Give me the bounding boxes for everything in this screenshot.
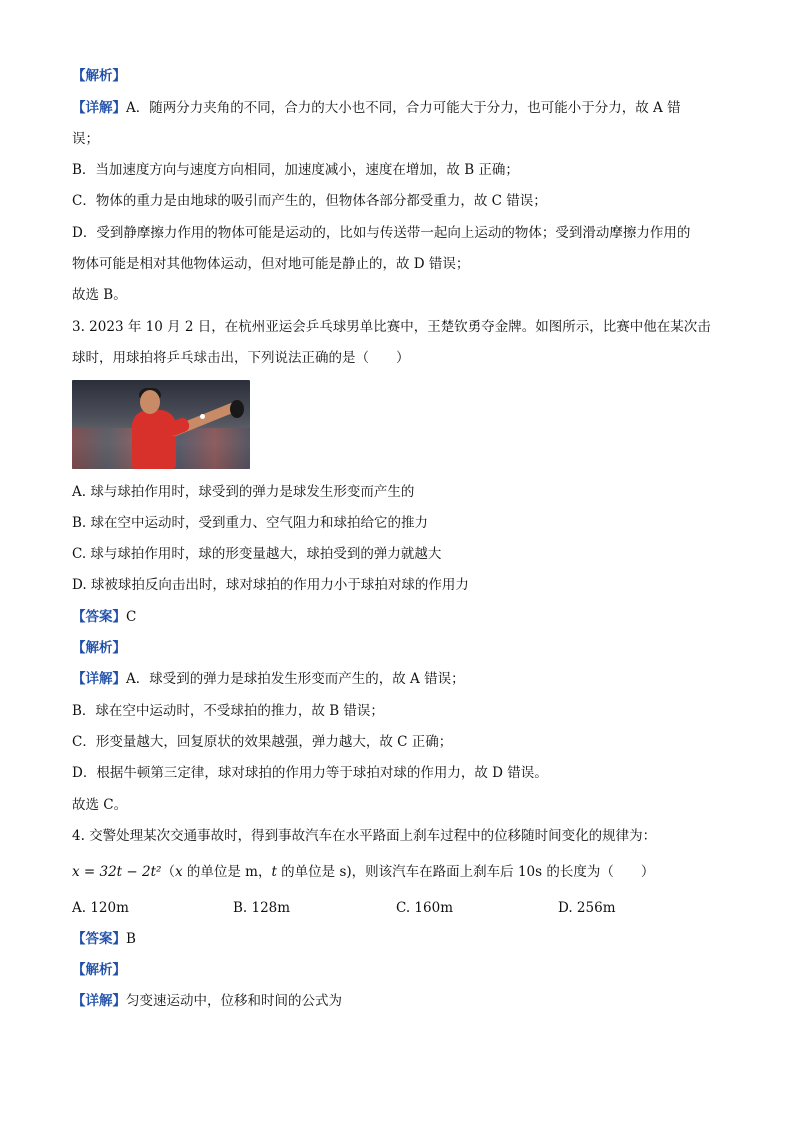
option-a: [72, 482, 414, 502]
detail-line: [72, 160, 519, 180]
option-d-text: D. 256m: [558, 900, 616, 916]
option-c-text: C. 160m: [396, 900, 453, 916]
analysis-heading: [72, 960, 126, 980]
detail-text: 故选 B。: [72, 287, 127, 303]
answer-tag: 【答案】: [72, 609, 126, 625]
detail-line: [72, 763, 548, 783]
conclusion-line: [72, 795, 127, 815]
option-d: [558, 898, 616, 918]
analysis-heading: [72, 638, 126, 658]
detail-line: [72, 701, 384, 721]
photo-paddle: [230, 400, 244, 418]
option-a: [72, 898, 129, 918]
detail-line: [72, 223, 690, 243]
conclusion-line: [72, 285, 127, 305]
option-a-text: A. 球与球拍作用时，球受到的弹力是球发生形变而产生的: [72, 484, 415, 500]
analysis-heading: [72, 66, 126, 86]
detail-line: [72, 191, 547, 211]
analysis-tag: 【解析】: [72, 68, 126, 84]
question-4-stem: [72, 862, 654, 882]
variable-x: x: [174, 864, 183, 880]
option-b: [233, 898, 290, 918]
question-4-stem-text: 的单位是 s)，则该汽车在路面上刹车后 10s 的长度为（ ）: [276, 864, 655, 880]
answer-value: C: [126, 609, 137, 625]
photo-player-jersey: [132, 410, 176, 469]
detail-tag: 【详解】: [72, 993, 126, 1009]
photo-player-head: [140, 390, 160, 414]
question-4-stem: [72, 826, 656, 846]
answer-line: [72, 607, 136, 627]
variable-t: t: [271, 864, 277, 880]
option-a-text: A. 120m: [72, 900, 129, 916]
detail-line: [72, 732, 452, 752]
detail-text: B．当加速度方向与速度方向相同，加速度减小，速度在增加，故 B 正确；: [72, 162, 519, 178]
option-c-text: C. 球与球拍作用时，球的形变量越大，球拍受到的弹力就越大: [72, 546, 442, 562]
detail-text: C．物体的重力是由地球的吸引而产生的，但物体各部分都受重力，故 C 错误；: [72, 193, 547, 209]
detail-tag: 【详解】: [72, 100, 126, 116]
question-4-stem-text: （: [161, 864, 175, 880]
question-3-stem: [72, 348, 410, 368]
question-3-stem-line-1: 3. 2023 年 10 月 2 日，在杭州亚运会乒乓球男单比赛中，王楚钦勇夺金牌。如图所示，比赛中他在某次击: [72, 319, 711, 335]
analysis-tag: 【解析】: [72, 962, 126, 978]
detail-line: [72, 98, 681, 118]
option-d: [72, 575, 469, 595]
detail-line: [72, 669, 465, 689]
question-3-stem-line-2: 球时，用球拍将乒乓球击出，下列说法正确的是（ ）: [72, 350, 410, 366]
formula: x = 32t − 2t²: [72, 864, 162, 880]
detail-text: A．随两分力夹角的不同，合力的大小也不同，合力可能大于分力，也可能小于分力，故 A 错: [126, 100, 681, 116]
option-c: [396, 898, 453, 918]
answer-value: B: [126, 931, 136, 947]
question-4-stem-text: 的单位是 m，: [182, 864, 272, 880]
detail-text: D．受到静摩擦力作用的物体可能是运动的，比如与传送带一起向上运动的物体；受到滑动摩擦力作用的: [72, 225, 691, 241]
option-b-text: B. 128m: [233, 900, 291, 916]
option-b: [72, 513, 428, 533]
detail-line: [72, 254, 469, 274]
question-3-stem: [72, 317, 711, 337]
detail-text: 匀变速运动中，位移和时间的公式为: [126, 993, 342, 1009]
option-d-text: D. 球被球拍反向击出时，球对球拍的作用力小于球拍对球的作用力: [72, 577, 469, 593]
table-tennis-photo: [72, 380, 250, 469]
option-c: [72, 544, 441, 564]
detail-text: C．形变量越大，回复原状的效果越强，弹力越大，故 C 正确；: [72, 734, 453, 750]
detail-text: D．根据牛顿第三定律，球对球拍的作用力等于球拍对球的作用力，故 D 错误。: [72, 765, 548, 781]
detail-text: 故选 C。: [72, 797, 128, 813]
photo-ball: [200, 414, 205, 419]
analysis-tag: 【解析】: [72, 640, 126, 656]
detail-line: [72, 129, 99, 149]
detail-line: [72, 991, 342, 1011]
detail-text: 误；: [72, 131, 99, 147]
detail-text: B．球在空中运动时，不受球拍的推力，故 B 错误；: [72, 703, 384, 719]
question-4-stem-line-1: 4. 交警处理某次交通事故时，得到事故汽车在水平路面上刹车过程中的位移随时间变化的规律为：: [72, 828, 657, 844]
detail-text: 物体可能是相对其他物体运动，但对地可能是静止的，故 D 错误；: [72, 256, 470, 272]
answer-line: [72, 929, 136, 949]
detail-text: A．球受到的弹力是球拍发生形变而产生的，故 A 错误；: [126, 671, 465, 687]
detail-tag: 【详解】: [72, 671, 126, 687]
option-b-text: B. 球在空中运动时，受到重力、空气阻力和球拍给它的推力: [72, 515, 429, 531]
answer-tag: 【答案】: [72, 931, 126, 947]
